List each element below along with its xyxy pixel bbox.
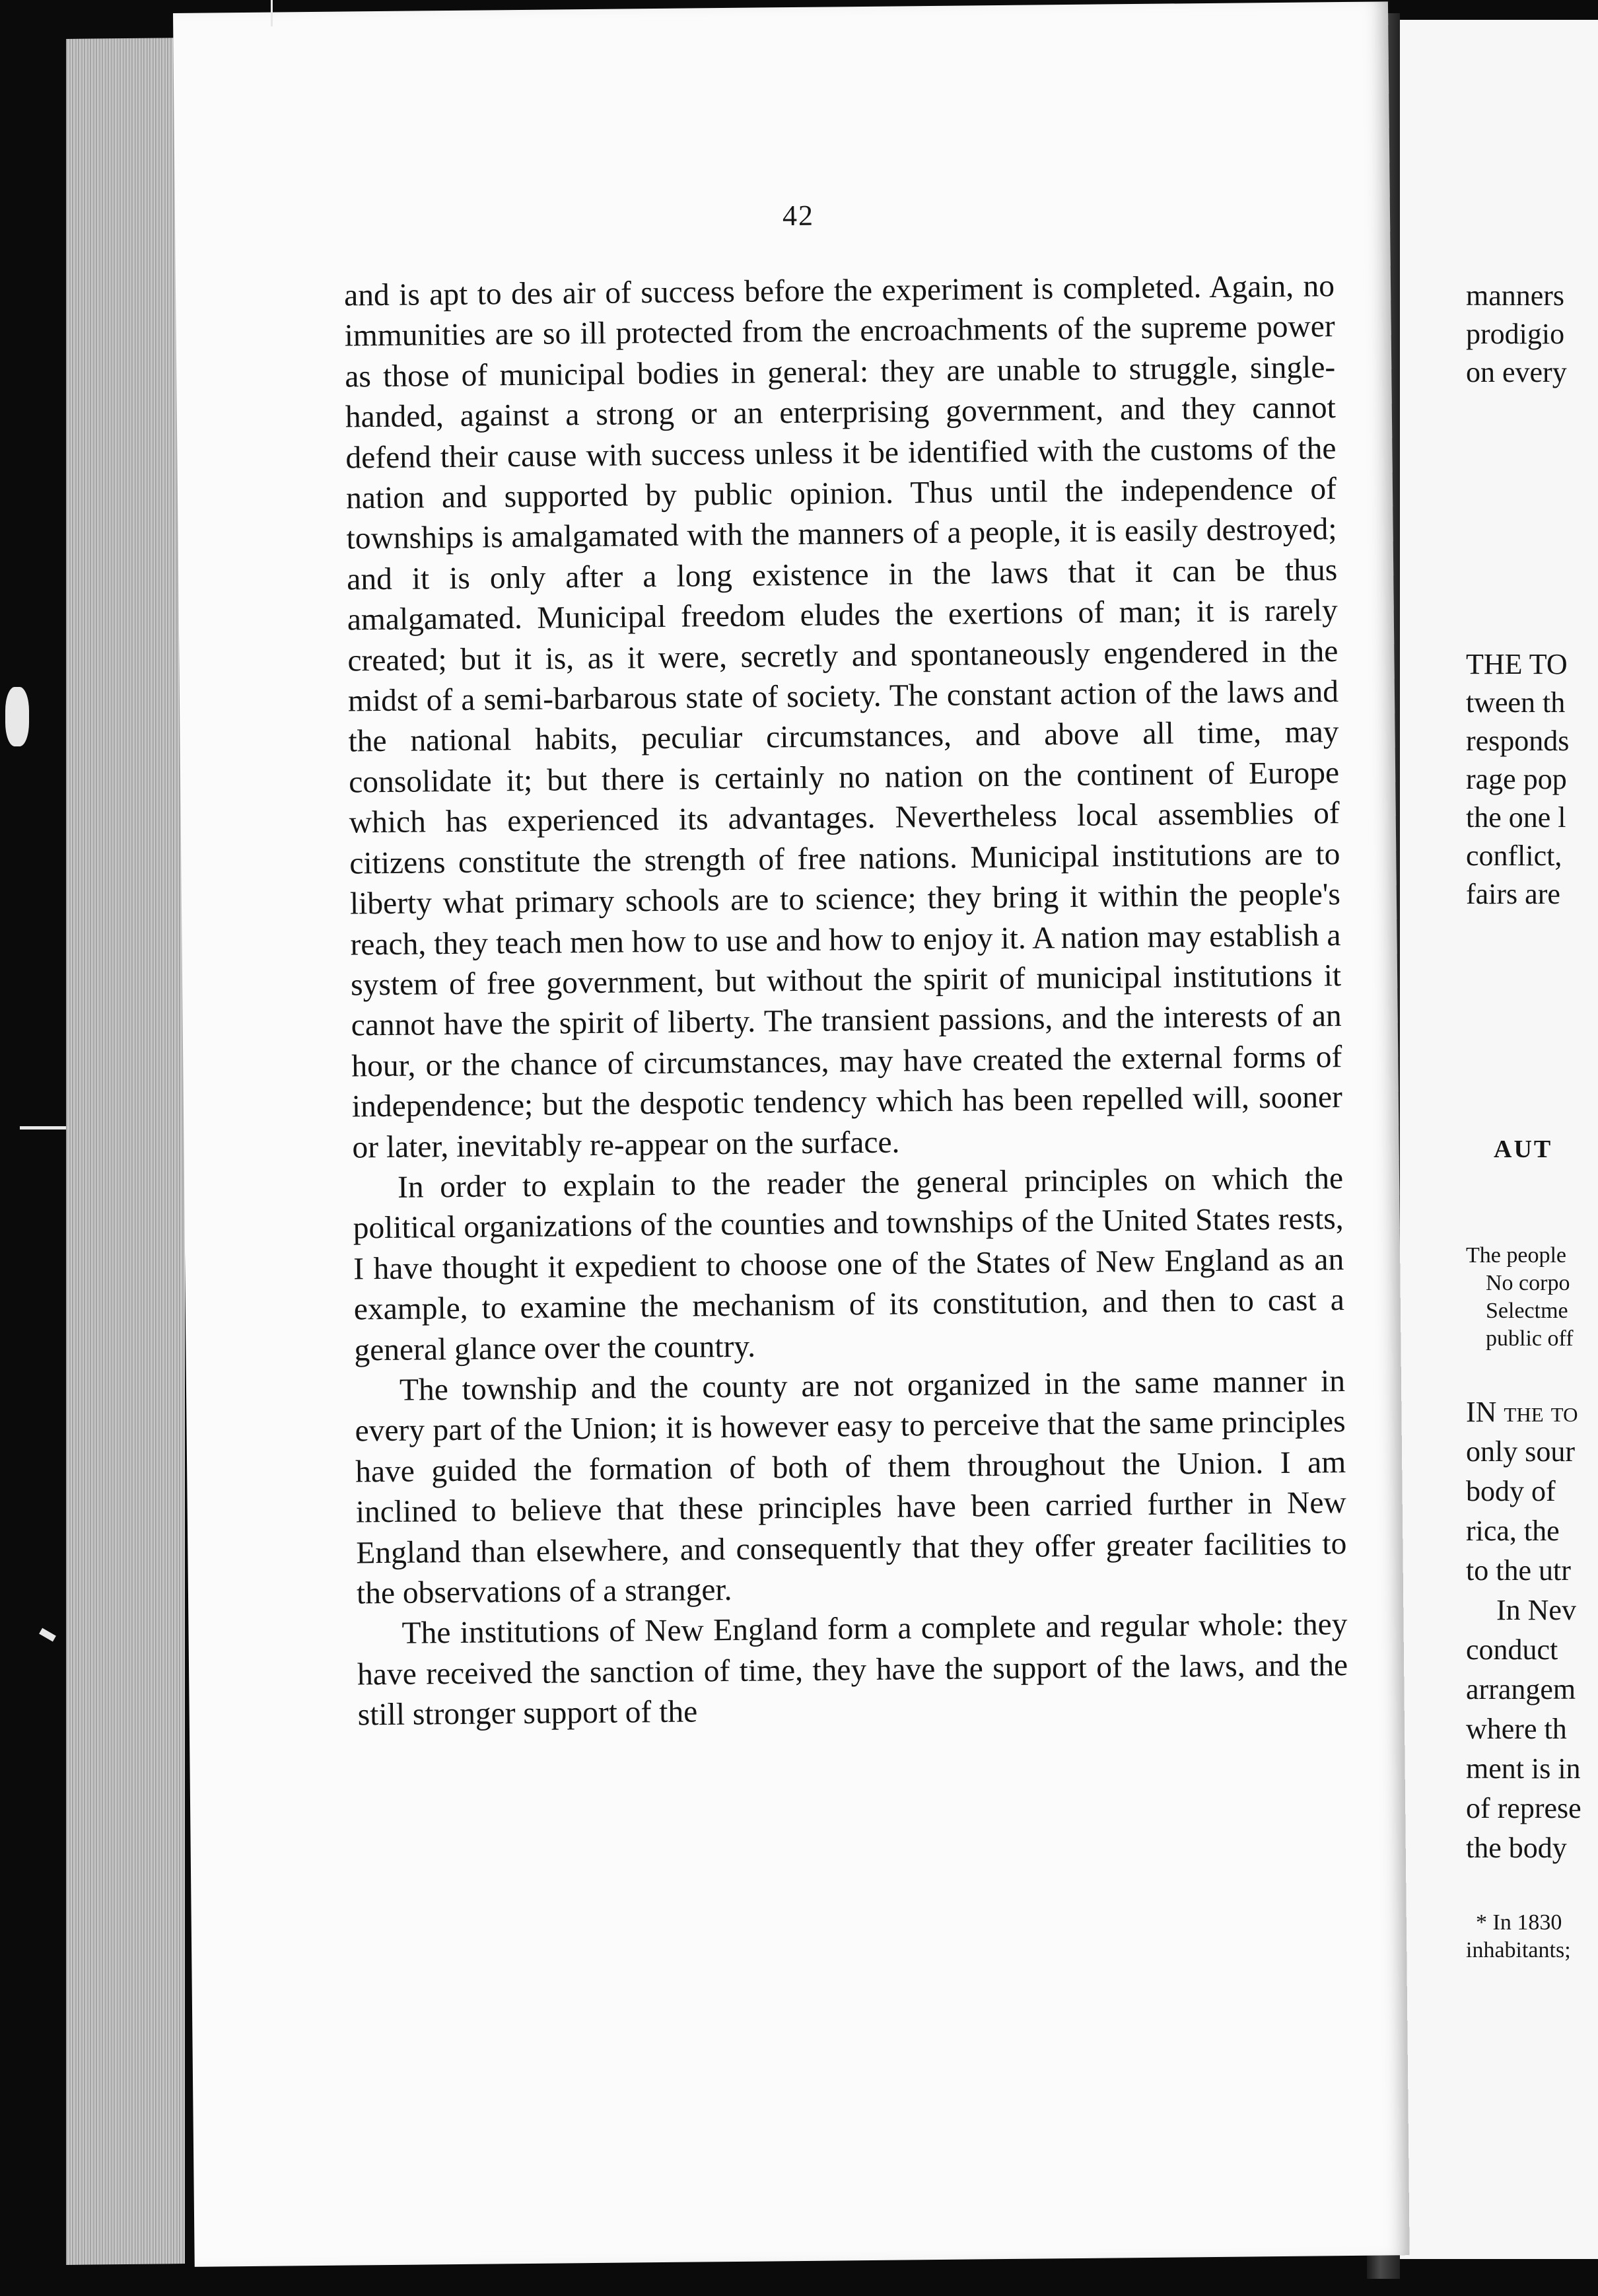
right-section-line-3: responds [1466, 725, 1570, 757]
right-body-line-1: IN the to [1466, 1396, 1578, 1428]
right-body-line-12: the body [1466, 1832, 1567, 1864]
right-body-line-4: rica, the [1466, 1515, 1560, 1547]
right-body-line-6: In Nev [1496, 1594, 1576, 1626]
right-heading: AUT [1494, 1135, 1553, 1163]
scan-speck [5, 687, 29, 746]
right-body-line-3: body of [1466, 1475, 1556, 1507]
right-top-line-3: on every [1466, 356, 1567, 388]
right-body-line-9: where th [1466, 1713, 1567, 1745]
right-body-line-5: to the utr [1466, 1554, 1571, 1587]
scan-speck [39, 1628, 56, 1642]
right-body-line-10: ment is in [1466, 1752, 1581, 1785]
right-footnote-line-2: inhabitants; [1466, 1938, 1571, 1962]
right-footnote-line-1: * In 1830 [1476, 1910, 1562, 1935]
right-section-line-4: rage pop [1466, 763, 1567, 795]
right-top-line-1: manners [1466, 279, 1565, 312]
right-summary-line-3: Selectme [1486, 1299, 1568, 1323]
right-section-line-5: the one l [1466, 801, 1566, 834]
paragraph-2: In order to explain to the reader the general principles on which the political organizations of the counties and townships of the United States rests, I have thought it expedient to choose one of the States of New England as an example, to examine the mechanism of its constitution, and then to cast a general glance over the country. [353, 1161, 1345, 1368]
right-body-line-8: arrangem [1466, 1673, 1576, 1705]
paragraph-3: The township and the county are not organized in the same manner in every part of the Union; it is however easy to perceive that the same principles have guided the formation of both of them throughout the Union. I am inclined to believe that these principles have been carried further in New England than elsewhere, and consequently that they offer greater facilities to the observations of a stranger. [355, 1364, 1347, 1611]
page-number: 42 [782, 199, 815, 233]
right-summary-line-2: No corpo [1486, 1271, 1570, 1295]
body-text [344, 266, 1348, 1736]
right-summary-line-1: The people [1466, 1243, 1566, 1268]
scan-speck [271, 0, 273, 26]
right-body-line-7: conduct [1466, 1633, 1558, 1666]
right-section-line-2: tween th [1466, 686, 1566, 719]
right-body-line-2: only sour [1466, 1435, 1575, 1468]
right-summary-line-4: public off [1486, 1326, 1574, 1351]
right-section-line-7: fairs are [1466, 878, 1560, 910]
right-body-line-11: of represe [1466, 1792, 1581, 1824]
paragraph-1: and is apt to des air of success before the experiment is completed. Again, no immunities are so ill protected from the encroachments of the supreme power as those of municipal bodies in general: they are unable to struggle, single-handed, against a strong or an enterprising government, and they cannot defend their cause with success unless it be identified with the customs of the nation and supported by public opinion. Thus until the independence of townships is amalgamated with the manners of a people, it is easily destroyed; and it is only after a long existence in the laws that it can be thus amalgamated. Municipal freedom eludes the exertions of man; it is rarely created; but it is, as it were, secretly and spontaneously engendered in the midst of a semi-barbarous state of society. The constant action of the laws and the national habits, peculiar circumstances, and above all time, may consolidate it; but there is certainly no nation on the continent of Europe which has experienced its advantages. Nevertheless local assemblies of citizens constitute the strength of free nations. Municipal institutions are to liberty what primary schools are to science; they bring it within the people's reach, they teach men how to use and how to enjoy it. A nation may establish a system of free government, but without the spirit of municipal institutions it cannot have the spirit of liberty. The transient passions, and the interests of an hour, or the chance of circumstances, may have created the external forms of independence; but the despotic tendency which has been repelled will, sooner or later, inevitably re-appear on the surface. [343, 269, 1343, 1165]
left-page [173, 1, 1410, 2267]
right-section-line-1: THE TO [1466, 648, 1568, 680]
paragraph-4: The institutions of New England form a complete and regular whole: they have received the sanction of time, they have the support of the laws, and the still stronger support of the [357, 1607, 1348, 1733]
right-top-line-2: prodigio [1466, 318, 1565, 350]
page-stack-edge [66, 38, 185, 2265]
right-section-line-6: conflict, [1466, 840, 1562, 872]
scan-speck [20, 1126, 66, 1130]
